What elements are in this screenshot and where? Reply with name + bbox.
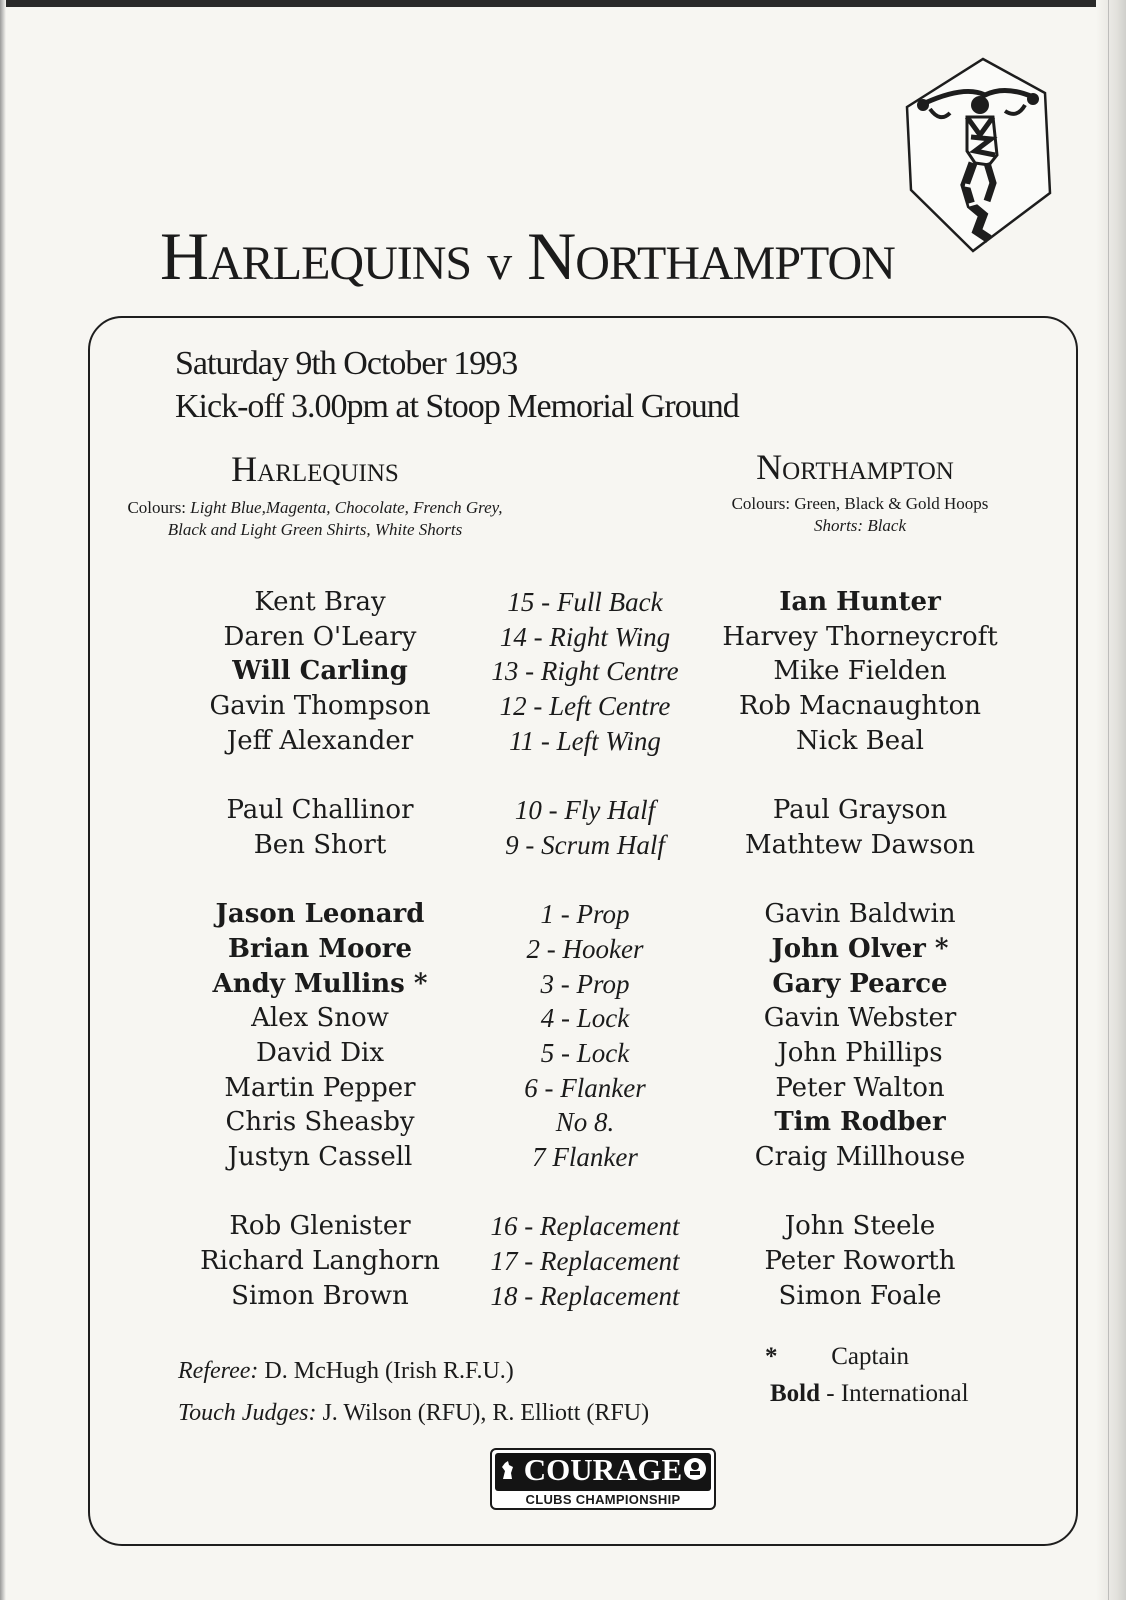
group-spacer — [170, 758, 470, 793]
away-colours-label: Colours: — [731, 494, 791, 513]
away-player-name: Gavin Baldwin — [764, 899, 956, 930]
home-player-name: Will Carling — [232, 656, 408, 687]
position-label: 2 - Hooker — [526, 933, 644, 964]
bold-key-label: Bold — [770, 1380, 821, 1407]
courage-sponsor-logo — [490, 1448, 716, 1510]
home-player-name: Rob Glenister — [229, 1211, 411, 1242]
page-right-edge — [1096, 0, 1126, 1600]
home-player-name: Daren O'Leary — [223, 621, 417, 652]
touch-judges-names: J. Wilson (RFU), R. Elliott (RFU) — [322, 1400, 650, 1426]
position-label: 17 - Replacement — [490, 1246, 680, 1277]
away-player-name: John Phillips — [777, 1037, 943, 1068]
page-left-edge — [0, 0, 6, 1600]
international-key-text: - International — [826, 1380, 969, 1407]
position-label: 11 - Left Wing — [509, 725, 661, 756]
position-label: 9 - Scrum Half — [505, 829, 665, 860]
away-player-name: Harvey Thorneycroft — [722, 621, 998, 652]
group-spacer — [700, 1175, 1020, 1210]
position-label: 10 - Fly Half — [514, 795, 656, 826]
home-player-name: Richard Langhorn — [200, 1246, 440, 1277]
page-top-edge — [0, 0, 1126, 7]
away-player-name: John Olver * — [771, 933, 949, 964]
group-spacer — [170, 863, 470, 898]
away-player-name: Gavin Webster — [763, 1003, 957, 1034]
position-label: 18 - Replacement — [490, 1280, 680, 1311]
home-colours — [125, 497, 505, 541]
touch-judges-line — [178, 1400, 649, 1427]
home-player-name: Andy Mullins * — [212, 968, 428, 999]
referee-label: Referee: — [178, 1358, 259, 1384]
position-label: 4 - Lock — [540, 1003, 630, 1034]
group-spacer — [700, 863, 1020, 898]
away-player-name: Nick Beal — [796, 725, 924, 756]
away-player-name: Peter Walton — [775, 1072, 945, 1103]
home-player-name: Jeff Alexander — [226, 725, 414, 756]
captain-symbol: * — [765, 1343, 778, 1370]
position-label: 6 - Flanker — [524, 1072, 646, 1103]
rfu-seal-icon — [682, 1456, 708, 1482]
home-player-name: David Dix — [255, 1037, 385, 1068]
position-label: 13 - Right Centre — [491, 656, 679, 687]
home-player-name: Simon Brown — [231, 1280, 409, 1311]
group-spacer — [440, 1175, 730, 1210]
position-label: 14 - Right Wing — [499, 621, 671, 652]
position-label: 12 - Left Centre — [499, 691, 671, 722]
captain-key-text: Captain — [831, 1343, 910, 1370]
referee-line — [178, 1358, 514, 1385]
touch-judges-label: Touch Judges: — [178, 1400, 317, 1426]
positions-column — [440, 585, 730, 1313]
group-spacer — [170, 1175, 470, 1210]
sponsor-subtitle: CLUBS CHAMPIONSHIP — [525, 1492, 681, 1507]
away-player-name: Craig Millhouse — [754, 1142, 966, 1172]
away-player-name: Ian Hunter — [779, 587, 941, 617]
match-title — [160, 218, 940, 294]
position-label: 5 - Lock — [540, 1037, 630, 1068]
match-date: Saturday 9th October 1993 — [175, 345, 518, 382]
away-shorts-text: Black — [867, 516, 907, 535]
away-player-name: Paul Grayson — [772, 795, 948, 826]
home-player-name: Chris Sheasby — [225, 1107, 415, 1138]
sponsor-brand: COURAGE — [523, 1452, 683, 1487]
home-player-name: Alex Snow — [251, 1003, 389, 1034]
home-lineup-column — [170, 585, 470, 1313]
title-home-team: Harlequins — [160, 218, 472, 294]
home-player-name: Brian Moore — [227, 933, 413, 964]
title-versus: v — [487, 234, 512, 290]
away-colours-text: Green, Black & Gold Hoops — [794, 494, 989, 513]
away-colours — [670, 493, 1050, 537]
home-player-name: Martin Pepper — [224, 1072, 416, 1103]
away-team-heading: Northampton — [756, 447, 954, 487]
away-player-name: Simon Foale — [778, 1280, 942, 1311]
home-colours-label: Colours: — [127, 498, 187, 517]
away-lineup-column — [700, 585, 1020, 1313]
group-spacer — [700, 758, 1020, 793]
position-label: 7 Flanker — [532, 1142, 638, 1172]
home-colours-text: Light Blue,Magenta, Chocolate, French Grey, Black and Light Green Shirts, White Shorts — [167, 498, 503, 539]
away-player-name: John Steele — [784, 1211, 936, 1242]
captain-key — [765, 1343, 909, 1371]
away-player-name: Rob Macnaughton — [738, 691, 982, 722]
position-label: 15 - Full Back — [507, 587, 663, 617]
kickoff-info: Kick-off 3.00pm at Stoop Memorial Ground — [175, 388, 739, 425]
away-shorts-label: Shorts: — [813, 516, 864, 535]
home-player-name: Jason Leonard — [215, 899, 425, 930]
group-spacer — [440, 758, 730, 793]
home-player-name: Kent Bray — [254, 587, 386, 617]
away-player-name: Gary Pearce — [772, 968, 948, 999]
home-team-heading: Harlequins — [231, 449, 399, 489]
title-away-team: Northampton — [527, 218, 895, 294]
referee-name: D. McHugh (Irish R.F.U.) — [264, 1358, 514, 1384]
position-label: 16 - Replacement — [490, 1211, 680, 1242]
home-player-name: Gavin Thompson — [209, 691, 431, 722]
position-label: 1 - Prop — [540, 899, 630, 930]
page-fold-line — [1108, 0, 1109, 1600]
home-player-name: Justyn Cassell — [227, 1142, 413, 1172]
away-player-name: Mathtew Dawson — [744, 829, 975, 860]
international-key — [770, 1380, 969, 1408]
home-player-name: Ben Short — [253, 829, 387, 860]
away-player-name: Mike Fielden — [773, 656, 947, 687]
away-player-name: Peter Roworth — [764, 1246, 956, 1277]
position-label: 3 - Prop — [540, 968, 630, 999]
home-player-name: Paul Challinor — [226, 795, 414, 826]
away-player-name: Tim Rodber — [774, 1107, 946, 1138]
group-spacer — [440, 863, 730, 898]
position-label: No 8. — [555, 1107, 615, 1138]
